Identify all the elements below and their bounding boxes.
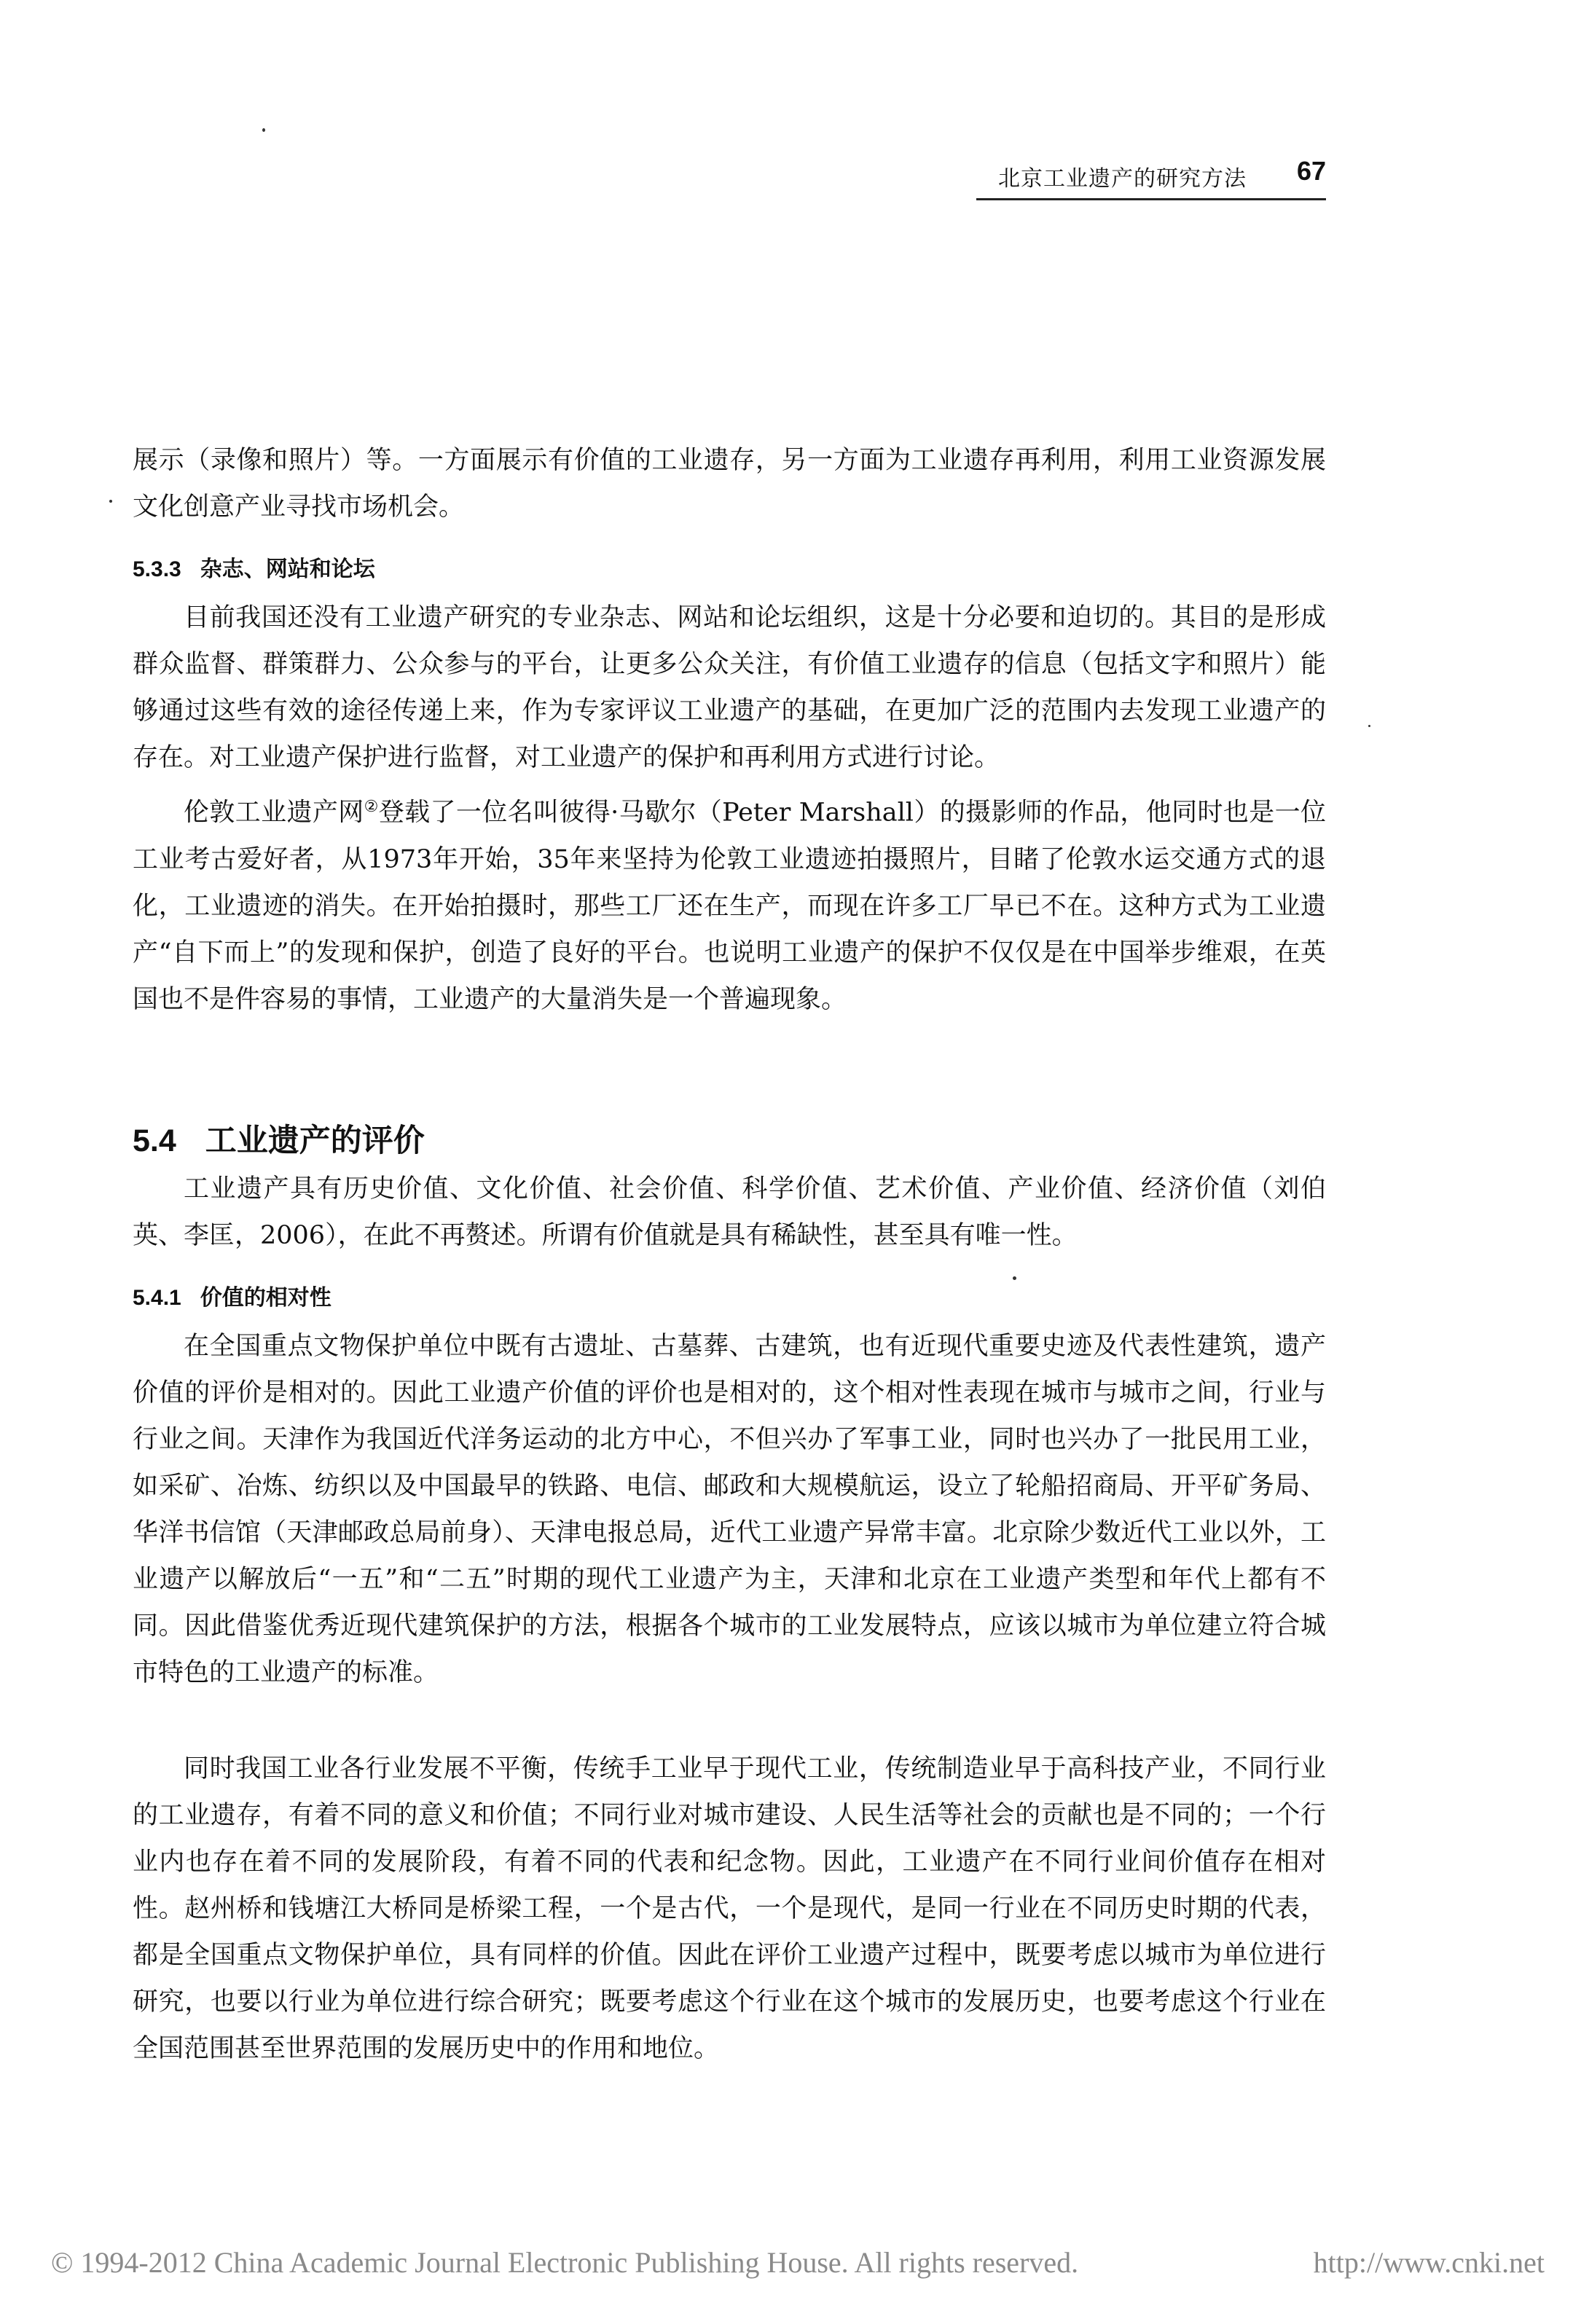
running-header-title: 北京工业遗产的研究方法 [998, 166, 1247, 192]
paragraph: 目前我国还没有工业遗产研究的专业杂志、网站和论坛组织，这是十分必要和迫切的。其目的是形成群众监督、群策群力、公众参与的平台，让更多公众关注，有价值工业遗存的信息（包括文字和照片）能够通过这些有效的途径传递上来，作为专家评议工业遗产的基础，在更加广泛的范围内去发现工业遗产的存在。对工业遗产保护进行监督，对工业遗产的保护和再利用方式进行讨论。 [133, 603, 1326, 772]
paragraph-text: 登载了一位名叫彼得·马歇尔（Peter Marshall）的摄影师的作品，他同时也是一位工业考古爱好者，从1973年开始，35年来坚持为伦敦工业遗迹拍摄照片，目睹了伦敦水运交通方式的退化，工业遗迹的消失。在开始拍摄时，那些工厂还在生产，而现在许多工厂早已不在。这种方式为工业遗产“自下而上”的发现和保护，创造了良好的平台。也说明工业遗产的保护不仅仅是在中国举步维艰，在英国也不是件容易的事情，工业遗产的大量消失是一个普遍现象。 [133, 798, 1326, 1014]
section-heading-5-3-3 [133, 551, 375, 583]
scan-speck [1368, 725, 1370, 727]
page-number: 67 [1296, 156, 1326, 186]
scan-speck [262, 128, 265, 132]
publisher-url: http://www.cnki.net [1313, 2246, 1545, 2279]
scan-speck [109, 500, 112, 503]
copyright-text: © 1994-2012 China Academic Journal Electronic Publishing House. All rights reserved. [51, 2246, 1079, 2279]
paragraph: 在全国重点文物保护单位中既有古遗址、古墓葬、古建筑，也有近现代重要史迹及代表性建筑，遗产价值的评价是相对的。因此工业遗产价值的评价也是相对的，这个相对性表现在城市与城市之间，行业与行业之间。天津作为我国近代洋务运动的北方中心，不但兴办了军事工业，同时也兴办了一批民用工业，如采矿、冶炼、纺织以及中国最早的铁路、电信、邮政和大规模航运，设立了轮船招商局、开平矿务局、华洋书信馆（天津邮政总局前身）、天津电报总局，近代工业遗产异常丰富。北京除少数近代工业以外，工业遗产以解放后“一五”和“二五”时期的现代工业遗产为主，天津和北京在工业遗产类型和年代上都有不同。因此借鉴优秀近现代建筑保护的方法，根据各个城市的工业发展特点，应该以城市为单位建立符合城市特色的工业遗产的标准。 [133, 1332, 1326, 1687]
section-heading-5-4 [133, 1116, 425, 1161]
copyright-footer [51, 2245, 1545, 2280]
section-title: 工业遗产的评价 [205, 1123, 425, 1159]
section-number: 5.4.1 [133, 1286, 181, 1310]
running-header [976, 154, 1326, 200]
section-title: 价值的相对性 [200, 1285, 332, 1311]
paragraph-continuation: 展示（录像和照片）等。一方面展示有价值的工业遗存，另一方面为工业遗存再利用，利用工业资源发展文化创意产业寻找市场机会。 [133, 446, 1326, 522]
scan-speck [1013, 1276, 1016, 1280]
paragraph [133, 784, 1326, 1023]
section-number: 5.3.3 [133, 557, 181, 581]
footnote-marker: ② [364, 798, 379, 816]
section-heading-5-4-1 [133, 1279, 332, 1311]
paragraph: 工业遗产具有历史价值、文化价值、社会价值、科学价值、艺术价值、产业价值、经济价值（刘伯英、李匡，2006），在此不再赘述。所谓有价值就是具有稀缺性，甚至具有唯一性。 [133, 1174, 1326, 1250]
paragraph: 同时我国工业各行业发展不平衡，传统手工业早于现代工业，传统制造业早于高科技产业，不同行业的工业遗存，有着不同的意义和价值；不同行业对城市建设、人民生活等社会的贡献也是不同的；一个行业内也存在着不同的发展阶段，有着不同的代表和纪念物。因此，工业遗产在不同行业间价值存在相对性。赵州桥和钱塘江大桥同是桥梁工程，一个是古代，一个是现代，是同一行业在不同历史时期的代表，都是全国重点文物保护单位，具有同样的价值。因此在评价工业遗产过程中，既要考虑以城市为单位进行研究，也要以行业为单位进行综合研究；既要考虑这个行业在这个城市的发展历史，也要考虑这个行业在全国范围甚至世界范围的发展历史中的作用和地位。 [133, 1754, 1326, 2063]
section-number: 5.4 [133, 1123, 176, 1158]
section-title: 杂志、网站和论坛 [200, 557, 375, 582]
paragraph-text: 伦敦工业遗产网 [184, 798, 364, 828]
